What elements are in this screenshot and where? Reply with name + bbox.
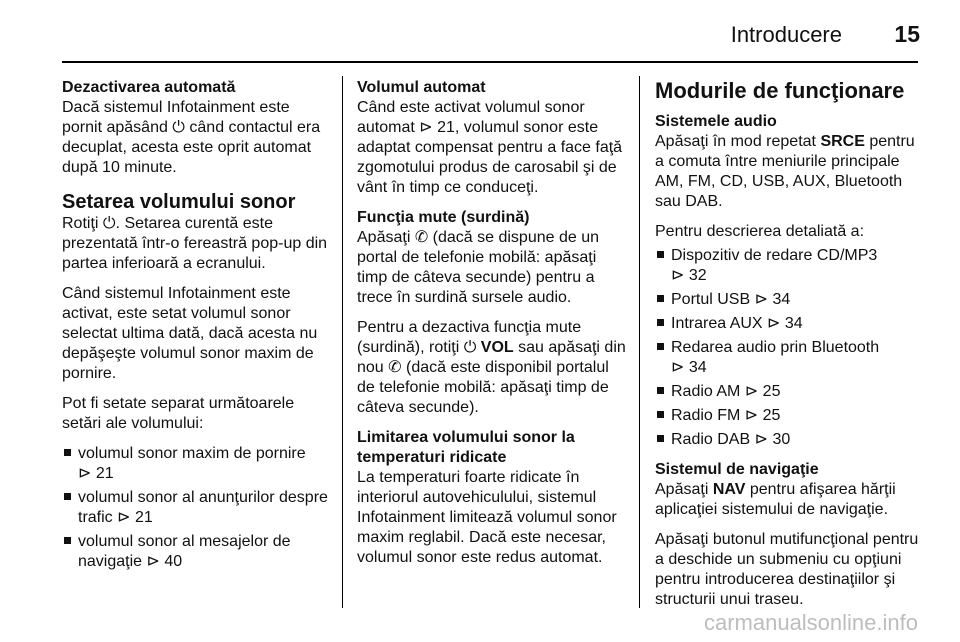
auto-volume-text: Când este activat volumul sonor automat ⊳ 21, volumul sonor este adaptat compensat pentru a face faţă zgomotului produs de carosabil şi de vânt în timp ce conduceţi. — [357, 99, 623, 196]
srce-key-label: SRCE — [820, 133, 865, 150]
header-rule — [62, 61, 918, 63]
section-title-auto-off: Dezactivarea automată — [62, 79, 236, 96]
list-item: Portul USB ⊳ 34 — [655, 290, 925, 310]
audio-sources-list — [655, 246, 925, 450]
volume-paragraph-3: Pot fi setate separat următoarele setări ale volumului: — [62, 395, 295, 432]
section-title-auto-volume: Volumul automat — [357, 79, 486, 96]
list-item: Radio AM ⊳ 25 — [655, 382, 925, 402]
list-item: Radio DAB ⊳ 30 — [655, 430, 925, 450]
section-title-modes: Modurile de funcţionare — [655, 78, 905, 103]
mute-paragraph-2: Pentru a dezactiva funcţia mute (surdină), rotiţi ⏻ VOL sau apăsaţi din nou ✆ (dacă este disponibil portalul de telefonie mobilă: apăsaţi timp de câteva secunde). — [357, 319, 626, 416]
nav-key-label: NAV — [712, 481, 746, 498]
list-item: volumul sonor al mesajelor de navigaţie ⊳ 40 — [62, 532, 332, 572]
list-item: volumul sonor al anunţurilor despre trafic ⊳ 21 — [62, 488, 332, 528]
section-title-mute: Funcţia mute (surdină) — [357, 209, 530, 226]
watermark: carmanualsonline.info — [703, 610, 918, 635]
volume-settings-list — [62, 444, 332, 572]
column-2 — [357, 78, 627, 578]
section-title-audio-systems: Sistemele audio — [655, 113, 777, 130]
volume-paragraph-2: Când sistemul Infotainment este activat, este setat volumul sonor selectat ultima dată, dacă acesta nu depăşeşte volumul sonor maxim de pornire. — [62, 285, 318, 382]
page-title: Introducere — [730, 22, 842, 47]
list-item: Intrarea AUX ⊳ 34 — [655, 314, 925, 334]
auto-off-text: Dacă sistemul Infotainment este pornit apăsând ⏻ când contactul era decuplat, acesta este oprit automat după 10 minute. — [62, 99, 321, 176]
page-number: 15 — [894, 21, 920, 47]
phone-mute-icon: ✆ — [388, 359, 402, 376]
volume-paragraph-1: Rotiţi ⏻. Setarea curentă este prezentată într-o fereastră pop-up din partea inferioară a ecranului. — [62, 215, 328, 272]
audio-paragraph-1: Apăsaţi în mod repetat SRCE pentru a comuta între meniurile principale AM, FM, CD, USB, AUX, Bluetooth sau DAB. — [655, 133, 915, 210]
section-title-high-temp: Limitarea volumului sonor la temperaturi ridicate — [357, 429, 575, 466]
column-divider-1 — [342, 76, 343, 608]
column-divider-2 — [639, 76, 640, 608]
mute-paragraph-1: Apăsaţi ✆ (dacă se dispune de un portal de telefonie mobilă: apăsaţi timp de câteva secunde) pentru a trece în surdină sursele audio. — [357, 229, 600, 306]
list-item: Dispozitiv de redare CD/MP3 ⊳ 32 — [655, 246, 925, 286]
list-item: volumul sonor maxim de pornire ⊳ 21 — [62, 444, 332, 484]
nav-paragraph-1: Apăsaţi NAV pentru afişarea hărţii aplicaţiei sistemului de navigaţie. — [655, 481, 896, 518]
phone-mute-icon: ✆ — [414, 229, 429, 246]
nav-paragraph-2: Apăsaţi butonul mutifuncţional pentru a deschide un submeniu cu opţiuni pentru introducerea destinaţiilor şi structurii unui traseu. — [655, 531, 919, 608]
audio-paragraph-2: Pentru descrierea detaliată a: — [655, 223, 865, 240]
vol-key-label: VOL — [480, 339, 514, 356]
list-item: Radio FM ⊳ 25 — [655, 406, 925, 426]
list-item: Redarea audio prin Bluetooth ⊳ 34 — [655, 338, 925, 378]
column-3 — [655, 78, 925, 620]
section-title-volume-setting: Setarea volumului sonor — [62, 191, 296, 213]
section-title-navigation: Sistemul de navigaţie — [655, 461, 819, 478]
column-1 — [62, 78, 332, 582]
high-temp-text: La temperaturi foarte ridicate în interiorul autovehiculului, sistemul Infotainment limitează volumul sonor maxim reglabil. Dacă este necesar, volumul sonor este redus automat. — [357, 469, 617, 566]
